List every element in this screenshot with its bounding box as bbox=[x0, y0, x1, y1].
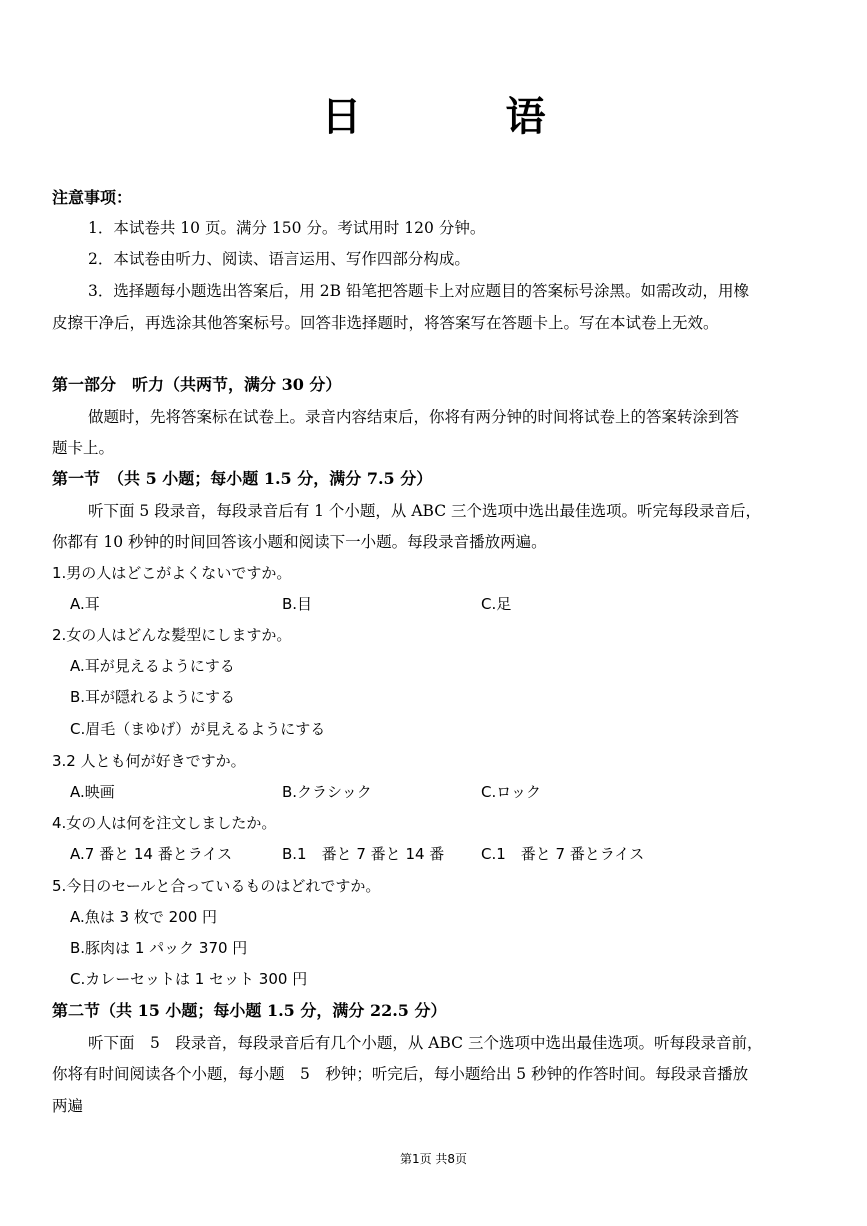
question-4: 4.女の人は何を注文しましたか。 bbox=[52, 814, 277, 832]
q3-option-a: A.映画 bbox=[70, 783, 115, 801]
part1-heading: 第一部分 听力（共两节，满分 30 分） bbox=[52, 375, 342, 394]
q1-option-b: B.目 bbox=[282, 595, 313, 613]
notice-item-3: 3．选择题每小题选出答案后，用 2B 铅笔把答题卡上对应题目的答案标号涂黑。如需改动，用橡 bbox=[88, 282, 749, 300]
q4-option-a: A.7 番と 14 番とライス bbox=[70, 845, 233, 863]
question-3: 3.2 人とも何が好きですか。 bbox=[52, 752, 246, 770]
section2-heading: 第二节（共 15 小题；每小题 1.5 分，满分 22.5 分） bbox=[52, 1001, 447, 1020]
q1-option-a: A.耳 bbox=[70, 595, 100, 613]
notice-item-2: 2．本试卷由听力、阅读、语言运用、写作四部分构成。 bbox=[88, 250, 470, 268]
q5-option-c: C.カレーセットは 1 セット 300 円 bbox=[70, 970, 308, 988]
section2-intro-1: 听下面 5 段录音，每段录音后有几个小题，从 ABC 三个选项中选出最佳选项。听每段录音前， bbox=[88, 1034, 763, 1052]
notice-item-1: 1．本试卷共 10 页。满分 150 分。考试用时 120 分钟。 bbox=[88, 219, 486, 237]
q5-option-b: B.豚肉は 1 パック 370 円 bbox=[70, 939, 248, 957]
q4-option-b: B.1 番と 7 番と 14 番 bbox=[282, 845, 445, 863]
q2-option-c: C.眉毛（まゆげ）が見えるようにする bbox=[70, 720, 326, 738]
question-5: 5.今日のセールと合っているものはどれですか。 bbox=[52, 877, 381, 895]
section2-intro-3: 两遍 bbox=[52, 1097, 84, 1115]
section1-heading: 第一节 （共 5 小题；每小题 1.5 分，满分 7.5 分） bbox=[52, 469, 433, 488]
page-title: 日 语 bbox=[321, 93, 598, 140]
question-2: 2.女の人はどんな髪型にしますか。 bbox=[52, 626, 292, 644]
notice-item-3-cont: 皮擦干净后，再选涂其他答案标号。回答非选择题时，将答案写在答题卡上。写在本试卷上无效。 bbox=[52, 314, 719, 332]
q1-option-c: C.足 bbox=[481, 595, 512, 613]
section1-intro-1: 听下面 5 段录音，每段录音后有 1 个小题，从 ABC 三个选项中选出最佳选项。听完每段录音后， bbox=[88, 502, 762, 520]
q3-option-c: C.ロック bbox=[481, 783, 541, 801]
section1-intro-2: 你都有 10 秒钟的时间回答该小题和阅读下一小题。每段录音播放两遍。 bbox=[52, 533, 547, 551]
page-number: 第1页 共8页 bbox=[399, 1152, 468, 1166]
part1-intro-2: 题卡上。 bbox=[52, 439, 115, 457]
q2-option-b: B.耳が隠れるようにする bbox=[70, 688, 236, 706]
q3-option-b: B.クラシック bbox=[282, 783, 372, 801]
q2-option-a: A.耳が見えるようにする bbox=[70, 657, 235, 675]
q5-option-a: A.魚は 3 枚で 200 円 bbox=[70, 908, 218, 926]
section2-intro-2: 你将有时间阅读各个小题，每小题 5 秒钟；听完后，每小题给出 5 秒钟的作答时间。每段录音播放 bbox=[52, 1065, 749, 1083]
part1-intro-1: 做题时，先将答案标在试卷上。录音内容结束后，你将有两分钟的时间将试卷上的答案转涂到答 bbox=[88, 408, 740, 426]
q4-option-c: C.1 番と 7 番とライス bbox=[481, 845, 645, 863]
notice-heading: 注意事项： bbox=[52, 188, 133, 207]
question-1: 1.男の人はどこがよくないですか。 bbox=[52, 564, 292, 582]
